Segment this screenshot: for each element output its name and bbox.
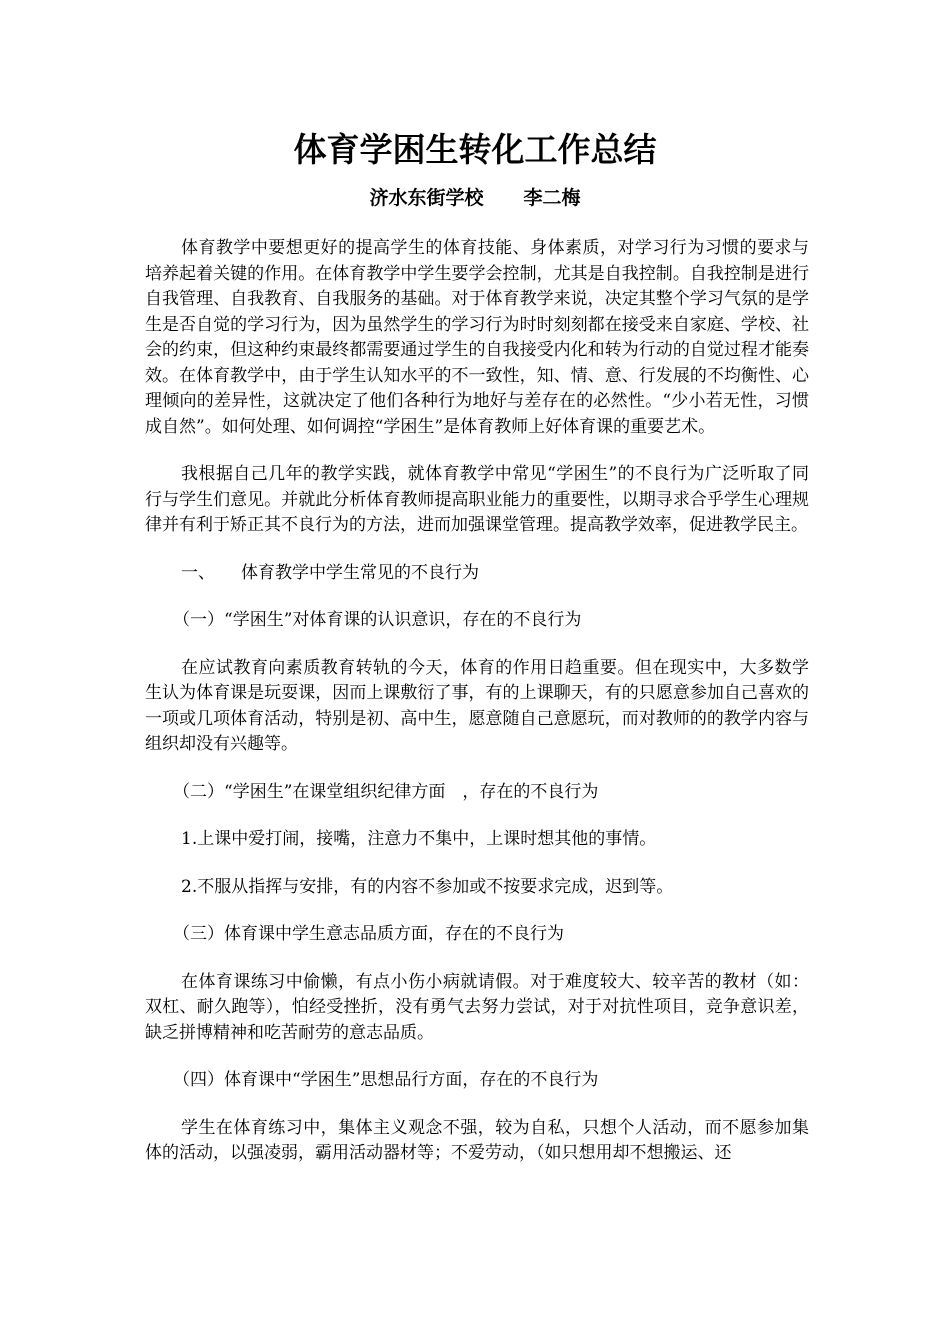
subsection-heading: （三）体育课中学生意志品质方面，存在的不良行为 xyxy=(173,924,564,944)
list-item: 1.上课中爱打闹，接嘴，注意力不集中，上课时想其他的事情。 xyxy=(181,829,657,849)
subsection-heading: （二）“学困生”在课堂组织纪律方面 ，存在的不良行为 xyxy=(173,781,599,802)
document-body xyxy=(145,236,809,1189)
paragraph: 我根据自己几年的教学实践，就体育教学中常见“学困生”的不良行为广泛听取了同行与学生们意见。并就此分析体育教师提高职业能力的重要性，以期寻求合乎学生心理规律并有利于矫正其不良行为的方法，进而加强课堂管理。提高教学效率，促进教学民主。 xyxy=(145,464,809,535)
section-number: 一、 xyxy=(181,562,215,583)
paragraph: 在应试教育向素质教育转轨的今天，体育的作用日趋重要。但在现实中，大多数学生认为体育课是玩耍课，因而上课敷衍了事，有的上课聊天，有的只愿意参加自己喜欢的一项或几项体育活动，特别是初、高中生，愿意随自己意愿玩，而对教师的的教学内容与组织却没有兴趣等。 xyxy=(145,657,809,754)
author-name: 李二梅 xyxy=(523,187,581,209)
section-heading xyxy=(145,561,809,587)
paragraph: 体育教学中要想更好的提高学生的体育技能、身体素质，对学习行为习惯的要求与培养起着关键的作用。在体育教学中学生要学会控制，尤其是自我控制。自我控制是进行自我管理、自我教育、自我服务的基础。对于体育教学来说，决定其整个学习气氛的是学生是否自觉的学习行为，因为虽然学生的学习行为时时刻刻都在接受来自家庭、学校、社会的约束，但这种约束最终都需要通过学生的自我接受内化和转为行动的自觉过程才能奏效。在体育教学中，由于学生认知水平的不一致性，知、情、意、行发展的不均衡性、心理倾向的差异性，这就决定了他们各种行为地好与差存在的必然性。“少小若无性，习惯成自然”。如何处理、如何调控“学困生”是体育教师上好体育课的重要艺术。 xyxy=(145,238,809,437)
list-item: 2.不服从指挥与安排，有的内容不参加或不按要求完成，迟到等。 xyxy=(181,876,674,897)
school-name: 济水东街学校 xyxy=(369,187,484,209)
subsection-heading: （一）“学困生”对体育课的认识意识，存在的不良行为 xyxy=(173,610,582,630)
subsection-heading: （四）体育课中“学困生”思想品行方面，存在的不良行为 xyxy=(173,1070,599,1090)
author-line xyxy=(0,184,950,212)
paragraph: 学生在体育练习中，集体主义观念不强，较为自私，只想个人活动，而不愿参加集体的活动，以强凌弱，霸用活动器材等；不爱劳动，（如只想用却不想搬运、还 xyxy=(145,1117,809,1163)
document-title: 体育学困生转化工作总结 xyxy=(293,130,657,169)
section-heading-text: 体育教学中学生常见的不良行为 xyxy=(241,562,479,583)
paragraph: 在体育课练习中偷懒，有点小伤小病就请假。对于难度较大、较辛苦的教材（如：双杠、耐久跑等），怕经受挫折，没有勇气去努力尝试，对于对抗性项目，竞争意识差，缺乏拼博精神和吃苦耐劳的意志品质。 xyxy=(145,971,809,1043)
